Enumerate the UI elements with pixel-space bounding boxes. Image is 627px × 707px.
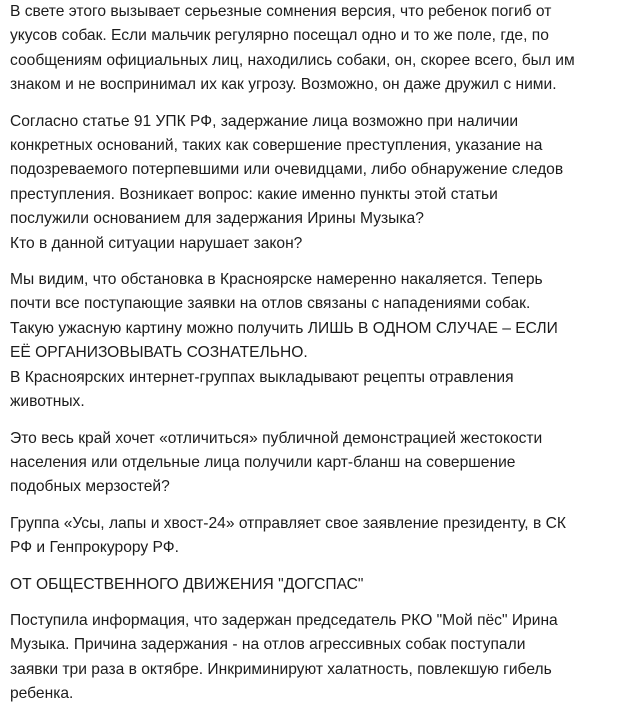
text-line: Мы видим, что обстановка в Красноярске намеренно накаляется. Теперь <box>10 271 543 289</box>
text-line: Это весь край хочет «отличиться» публичной демонстрацией жестокости <box>10 429 543 447</box>
text-line: подозреваемого потерпевшими или очевидцами, либо обнаружение следов <box>10 161 564 179</box>
text-line: знаком и не воспринимал их как угрозу. Возможно, он даже дружил с ними. <box>10 76 557 94</box>
text-line: подобных мерзостей? <box>10 478 170 496</box>
text-line: послужили основанием для задержания Ирины Музыка? <box>10 210 424 228</box>
text-line: Согласно статье 91 УПК РФ, задержание лица возможно при наличии <box>10 112 519 130</box>
text-line: почти все поступающие заявки на отлов связаны с нападениями собак. <box>10 295 531 313</box>
paragraph-krasnoyarsk-situation <box>10 268 617 414</box>
paragraph-detention-info <box>10 609 617 707</box>
text-line: сообщениям официальных лиц, находились собаки, он, скорее всего, был им <box>10 51 575 69</box>
text-line: В свете этого вызывает серьезные сомнения версия, что ребенок погиб от <box>10 3 552 20</box>
text-line: конкретных оснований, таких как совершение преступления, указание на <box>10 137 543 155</box>
text-line: укусов собак. Если мальчик регулярно посещал одно и то же поле, где, по <box>10 27 549 45</box>
text-line: В Красноярских интернет-группах выкладывают рецепты отравления <box>10 368 514 386</box>
text-line: ОТ ОБЩЕСТВЕННОГО ДВИЖЕНИЯ "ДОГСПАС" <box>10 575 364 593</box>
text-line: заявки три раза в октябре. Инкриминируют халатность, повлекшую гибель <box>10 660 552 678</box>
text-line: Группа «Усы, лапы и хвост-24» отправляет свое заявление президенту, в СК <box>10 514 566 532</box>
text-line: населения или отдельные лица получили карт-бланш на совершение <box>10 453 516 471</box>
text-line: Поступила информация, что задержан председатель РКО "Мой пёс" Ирина <box>10 611 558 629</box>
text-line: Музыка. Причина задержания - на отлов агрессивных собак поступали <box>10 636 526 654</box>
paragraph-group-statement <box>10 512 617 561</box>
paragraph-dogspas-heading <box>10 573 617 597</box>
text-line: Такую ужасную картину можно получить ЛИШЬ В ОДНОМ СЛУЧАЕ – ЕСЛИ <box>10 319 558 337</box>
paragraph-cruelty-question <box>10 427 617 500</box>
paragraph-dog-bite-doubts <box>10 0 617 98</box>
text-line: ребенка. <box>10 685 74 703</box>
text-line: РФ и Генпрокурору РФ. <box>10 539 179 557</box>
text-line: животных. <box>10 393 85 411</box>
text-line: ЕЁ ОРГАНИЗОВЫВАТЬ СОЗНАТЕЛЬНО. <box>10 344 308 362</box>
text-line: преступления. Возникает вопрос: какие именно пункты этой статьи <box>10 185 498 203</box>
paragraph-article-91 <box>10 110 617 256</box>
text-line: Кто в данной ситуации нарушает закон? <box>10 234 303 252</box>
